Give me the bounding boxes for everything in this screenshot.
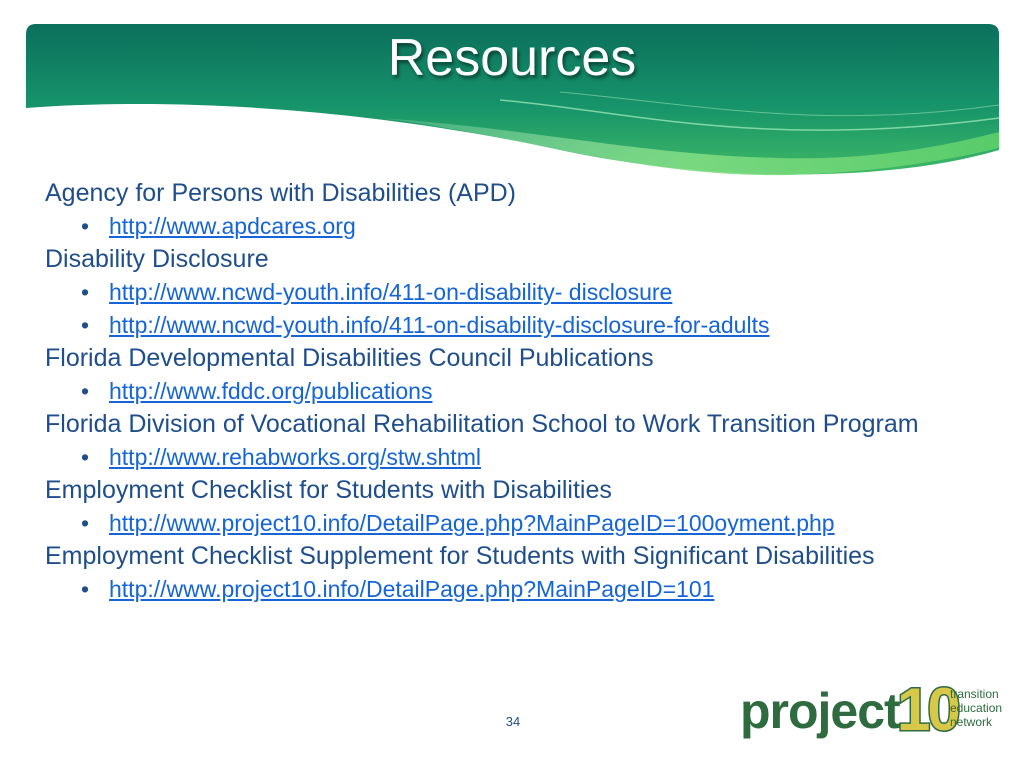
resource-heading: Florida Developmental Disabilities Council Publications [45,344,654,372]
bullet-icon: • [81,444,90,470]
bullet-icon: • [81,312,90,338]
resource-link-item [45,444,995,470]
bullet-icon: • [81,279,90,305]
resource-link-item [45,576,995,602]
resource-link-item [45,279,995,305]
logo-tagline-3: network [950,715,993,729]
resource-heading: Disability Disclosure [45,245,269,273]
slide-title: Resources [387,29,637,87]
bullet-icon: • [81,510,90,536]
logo-number: 10 [897,678,958,740]
resource-link[interactable]: http://www.project10.info/DetailPage.php?MainPageID=101 [109,576,715,602]
logo-tagline-1: transition [950,687,999,701]
resource-link[interactable]: http://www.apdcares.org [109,213,356,239]
resource-link-item [45,213,995,239]
resource-heading: Employment Checklist Supplement for Students with Significant Disabilities [45,542,875,570]
resource-link[interactable]: http://www.project10.info/DetailPage.php?MainPageID=100oyment.php [109,510,835,536]
bullet-icon: • [81,576,90,602]
resource-heading: Employment Checklist for Students with Disabilities [45,476,612,504]
resource-heading: Agency for Persons with Disabilities (APD) [45,179,516,207]
resource-link[interactable]: http://www.rehabworks.org/stw.shtml [109,444,481,470]
logo-tagline-2: education [950,701,1003,715]
resource-list [45,180,995,609]
logo-word: project [740,683,900,739]
resource-link[interactable]: http://www.ncwd-youth.info/411-on-disability- disclosure [109,279,673,305]
bullet-icon: • [81,213,90,239]
bullet-icon: • [81,378,90,404]
resource-link-item [45,510,995,536]
resource-link[interactable]: http://www.ncwd-youth.info/411-on-disability-disclosure-for-adults [109,312,770,338]
resource-heading: Florida Division of Vocational Rehabilitation School to Work Transition Program [45,410,919,438]
page-number: 34 [505,714,521,729]
resource-link[interactable]: http://www.fddc.org/publications [109,378,433,404]
resource-link-item [45,378,995,404]
resource-link-item [45,312,995,338]
project10-logo [740,678,1008,740]
